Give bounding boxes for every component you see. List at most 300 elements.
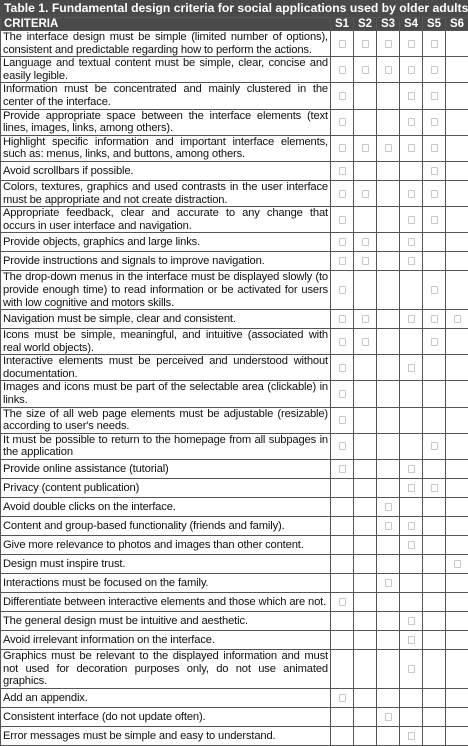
checkbox-mark-icon [362, 190, 369, 198]
cell-s4 [400, 31, 423, 57]
checkbox-mark-icon [408, 636, 415, 644]
table-row [1, 355, 468, 381]
cell-s2 [354, 593, 377, 612]
table-row [1, 555, 468, 574]
cell-s5 [423, 631, 446, 650]
column-header-s2: S2 [354, 18, 377, 31]
cell-s3 [377, 517, 400, 536]
cell-s4 [400, 650, 423, 689]
cell-s3 [377, 707, 400, 726]
cell-s3 [377, 180, 400, 206]
cell-s3 [377, 31, 400, 57]
cell-s6 [446, 161, 468, 180]
checkbox-mark-icon [431, 118, 438, 126]
table-row [1, 612, 468, 631]
cell-s4 [400, 536, 423, 555]
cell-s2 [354, 555, 377, 574]
cell-s6 [446, 310, 468, 329]
cell-s6 [446, 593, 468, 612]
checkbox-mark-icon [431, 216, 438, 224]
criterion-text: Provide online assistance (tutorial) [1, 460, 331, 479]
cell-s6 [446, 555, 468, 574]
table-row [1, 31, 468, 57]
cell-s5 [423, 517, 446, 536]
cell-s3 [377, 83, 400, 109]
cell-s2 [354, 517, 377, 536]
checkbox-mark-icon [454, 315, 461, 323]
cell-s6 [446, 707, 468, 726]
cell-s6 [446, 233, 468, 252]
cell-s4 [400, 460, 423, 479]
cell-s1 [331, 536, 354, 555]
cell-s3 [377, 355, 400, 381]
table-row [1, 329, 468, 355]
cell-s2 [354, 135, 377, 161]
cell-s5 [423, 31, 446, 57]
cell-s5 [423, 83, 446, 109]
checkbox-mark-icon [362, 257, 369, 265]
checkbox-mark-icon [339, 238, 346, 246]
cell-s6 [446, 252, 468, 271]
table-row [1, 517, 468, 536]
cell-s1 [331, 135, 354, 161]
cell-s4 [400, 271, 423, 310]
cell-s2 [354, 536, 377, 555]
cell-s4 [400, 83, 423, 109]
criterion-text: Error messages must be simple and easy to understand. [1, 726, 331, 745]
cell-s4 [400, 688, 423, 707]
cell-s4 [400, 631, 423, 650]
cell-s2 [354, 57, 377, 83]
cell-s3 [377, 433, 400, 459]
checkbox-mark-icon [339, 465, 346, 473]
checkbox-mark-icon [408, 484, 415, 492]
cell-s1 [331, 381, 354, 407]
cell-s5 [423, 271, 446, 310]
column-header-s1: S1 [331, 18, 354, 31]
table-row [1, 161, 468, 180]
table-row [1, 688, 468, 707]
checkbox-mark-icon [339, 442, 346, 450]
cell-s3 [377, 688, 400, 707]
checkbox-mark-icon [408, 66, 415, 74]
cell-s2 [354, 31, 377, 57]
checkbox-mark-icon [408, 92, 415, 100]
checkbox-mark-icon [385, 713, 392, 721]
checkbox-mark-icon [362, 40, 369, 48]
cell-s1 [331, 252, 354, 271]
criterion-text: Avoid irrelevant information on the interface. [1, 631, 331, 650]
table-row [1, 593, 468, 612]
cell-s2 [354, 252, 377, 271]
table-row [1, 433, 468, 459]
cell-s4 [400, 593, 423, 612]
cell-s2 [354, 83, 377, 109]
checkbox-mark-icon [339, 364, 346, 372]
table-row [1, 498, 468, 517]
cell-s1 [331, 517, 354, 536]
checkbox-mark-icon [385, 522, 392, 530]
criterion-text: The drop-down menus in the interface must be displayed slowly (to provide enough time) to read information or be activated for users with low cognitive and motors skills. [1, 271, 331, 310]
criterion-text: Avoid scrollbars if possible. [1, 161, 331, 180]
cell-s1 [331, 271, 354, 310]
cell-s1 [331, 57, 354, 83]
cell-s2 [354, 433, 377, 459]
cell-s4 [400, 310, 423, 329]
cell-s4 [400, 726, 423, 745]
cell-s3 [377, 310, 400, 329]
cell-s2 [354, 612, 377, 631]
checkbox-mark-icon [431, 484, 438, 492]
cell-s5 [423, 109, 446, 135]
checkbox-mark-icon [408, 190, 415, 198]
criterion-text: Provide instructions and signals to improve navigation. [1, 252, 331, 271]
cell-s3 [377, 407, 400, 433]
table-row [1, 381, 468, 407]
table-row [1, 207, 468, 233]
cell-s6 [446, 726, 468, 745]
table-row [1, 271, 468, 310]
cell-s6 [446, 135, 468, 161]
criterion-text: Give more relevance to photos and images than other content. [1, 536, 331, 555]
checkbox-mark-icon [339, 390, 346, 398]
cell-s1 [331, 631, 354, 650]
checkbox-mark-icon [431, 144, 438, 152]
cell-s6 [446, 498, 468, 517]
cell-s6 [446, 688, 468, 707]
checkbox-mark-icon [408, 118, 415, 126]
criterion-text: Provide objects, graphics and large links. [1, 233, 331, 252]
criterion-text: Differentiate between interactive elements and those which are not. [1, 593, 331, 612]
cell-s2 [354, 650, 377, 689]
cell-s3 [377, 207, 400, 233]
checkbox-mark-icon [339, 257, 346, 265]
cell-s2 [354, 407, 377, 433]
criterion-text: Colors, textures, graphics and used contrasts in the user interface must be appropriate and not create distraction. [1, 180, 331, 206]
checkbox-mark-icon [408, 315, 415, 323]
cell-s1 [331, 83, 354, 109]
cell-s3 [377, 498, 400, 517]
cell-s5 [423, 612, 446, 631]
cell-s5 [423, 433, 446, 459]
cell-s6 [446, 31, 468, 57]
cell-s6 [446, 381, 468, 407]
checkbox-mark-icon [431, 338, 438, 346]
criterion-text: The general design must be intuitive and aesthetic. [1, 612, 331, 631]
criterion-text: It must be possible to return to the homepage from all subpages in the application [1, 433, 331, 459]
cell-s3 [377, 555, 400, 574]
cell-s6 [446, 271, 468, 310]
checkbox-mark-icon [431, 286, 438, 294]
cell-s3 [377, 109, 400, 135]
cell-s3 [377, 593, 400, 612]
table-row [1, 109, 468, 135]
checkbox-mark-icon [408, 522, 415, 530]
criterion-text: Add an appendix. [1, 688, 331, 707]
cell-s1 [331, 574, 354, 593]
cell-s1 [331, 310, 354, 329]
checkbox-mark-icon [339, 338, 346, 346]
checkbox-mark-icon [339, 216, 346, 224]
cell-s2 [354, 355, 377, 381]
checkbox-mark-icon [339, 40, 346, 48]
cell-s3 [377, 460, 400, 479]
cell-s4 [400, 207, 423, 233]
checkbox-mark-icon [339, 144, 346, 152]
cell-s1 [331, 207, 354, 233]
cell-s4 [400, 407, 423, 433]
checkbox-mark-icon [339, 286, 346, 294]
cell-s2 [354, 726, 377, 745]
cell-s6 [446, 517, 468, 536]
cell-s3 [377, 135, 400, 161]
checkbox-mark-icon [339, 315, 346, 323]
criterion-text: Interactions must be focused on the family. [1, 574, 331, 593]
checkbox-mark-icon [431, 190, 438, 198]
checkbox-mark-icon [339, 598, 346, 606]
cell-s1 [331, 233, 354, 252]
cell-s6 [446, 207, 468, 233]
checkbox-mark-icon [408, 238, 415, 246]
cell-s2 [354, 180, 377, 206]
cell-s4 [400, 479, 423, 498]
cell-s6 [446, 407, 468, 433]
cell-s5 [423, 536, 446, 555]
table-title: Table 1. Fundamental design criteria for social applications used by older adults [0, 0, 468, 17]
criterion-text: Interactive elements must be perceived and understood without documentation. [1, 355, 331, 381]
table-row [1, 407, 468, 433]
criteria-table [0, 17, 468, 746]
cell-s4 [400, 135, 423, 161]
checkbox-mark-icon [339, 118, 346, 126]
table-row [1, 83, 468, 109]
cell-s1 [331, 355, 354, 381]
cell-s3 [377, 574, 400, 593]
cell-s2 [354, 233, 377, 252]
cell-s2 [354, 207, 377, 233]
cell-s4 [400, 161, 423, 180]
checkbox-mark-icon [408, 665, 415, 673]
cell-s6 [446, 460, 468, 479]
cell-s2 [354, 310, 377, 329]
checkbox-mark-icon [408, 541, 415, 549]
cell-s3 [377, 650, 400, 689]
column-header-s6: S6 [446, 18, 468, 31]
cell-s4 [400, 612, 423, 631]
cell-s5 [423, 479, 446, 498]
checkbox-mark-icon [431, 66, 438, 74]
checkbox-mark-icon [362, 315, 369, 323]
cell-s1 [331, 707, 354, 726]
cell-s5 [423, 329, 446, 355]
cell-s5 [423, 180, 446, 206]
cell-s5 [423, 498, 446, 517]
criterion-text: Privacy (content publication) [1, 479, 331, 498]
cell-s5 [423, 381, 446, 407]
table-row [1, 650, 468, 689]
checkbox-mark-icon [385, 40, 392, 48]
checkbox-mark-icon [385, 503, 392, 511]
criterion-text: Appropriate feedback, clear and accurate to any change that occurs in user interface and navigation. [1, 207, 331, 233]
criterion-text: Design must inspire trust. [1, 555, 331, 574]
cell-s6 [446, 329, 468, 355]
criterion-text: Icons must be simple, meaningful, and intuitive (associated with real world objects). [1, 329, 331, 355]
cell-s5 [423, 650, 446, 689]
table-row [1, 233, 468, 252]
cell-s5 [423, 233, 446, 252]
cell-s6 [446, 180, 468, 206]
checkbox-mark-icon [408, 40, 415, 48]
table-row [1, 57, 468, 83]
cell-s4 [400, 57, 423, 83]
criterion-text: Avoid double clicks on the interface. [1, 498, 331, 517]
checkbox-mark-icon [339, 694, 346, 702]
cell-s1 [331, 650, 354, 689]
cell-s5 [423, 593, 446, 612]
criterion-text: Provide appropriate space between the interface elements (text lines, images, links, among others). [1, 109, 331, 135]
checkbox-mark-icon [408, 617, 415, 625]
cell-s5 [423, 707, 446, 726]
cell-s1 [331, 407, 354, 433]
cell-s6 [446, 612, 468, 631]
criterion-text: The size of all web page elements must be adjustable (resizable) according to user's needs. [1, 407, 331, 433]
table-row [1, 631, 468, 650]
cell-s4 [400, 517, 423, 536]
checkbox-mark-icon [362, 66, 369, 74]
cell-s4 [400, 252, 423, 271]
cell-s4 [400, 707, 423, 726]
table-row [1, 574, 468, 593]
cell-s2 [354, 109, 377, 135]
table-row [1, 707, 468, 726]
table-body [1, 31, 468, 746]
cell-s2 [354, 381, 377, 407]
cell-s3 [377, 57, 400, 83]
cell-s4 [400, 498, 423, 517]
cell-s1 [331, 329, 354, 355]
cell-s1 [331, 612, 354, 631]
cell-s6 [446, 574, 468, 593]
table-row [1, 726, 468, 745]
column-header-s4: S4 [400, 18, 423, 31]
checkbox-mark-icon [385, 144, 392, 152]
criterion-text: Language and textual content must be simple, clear, concise and easily legible. [1, 57, 331, 83]
checkbox-mark-icon [362, 338, 369, 346]
header-row [1, 18, 468, 31]
cell-s5 [423, 161, 446, 180]
cell-s3 [377, 381, 400, 407]
table-row [1, 460, 468, 479]
table-row [1, 479, 468, 498]
cell-s5 [423, 252, 446, 271]
checkbox-mark-icon [385, 579, 392, 587]
cell-s3 [377, 271, 400, 310]
cell-s5 [423, 460, 446, 479]
column-header-criteria: CRITERIA [1, 18, 331, 31]
cell-s3 [377, 726, 400, 745]
cell-s1 [331, 460, 354, 479]
cell-s6 [446, 631, 468, 650]
cell-s5 [423, 574, 446, 593]
cell-s1 [331, 479, 354, 498]
cell-s5 [423, 407, 446, 433]
checkbox-mark-icon [431, 40, 438, 48]
cell-s4 [400, 355, 423, 381]
cell-s6 [446, 83, 468, 109]
cell-s4 [400, 329, 423, 355]
cell-s1 [331, 31, 354, 57]
cell-s3 [377, 612, 400, 631]
criterion-text: The interface design must be simple (limited number of options), consistent and predictable regarding how to perform the actions. [1, 31, 331, 57]
cell-s3 [377, 252, 400, 271]
checkbox-mark-icon [408, 257, 415, 265]
cell-s2 [354, 688, 377, 707]
cell-s6 [446, 355, 468, 381]
criterion-text: Highlight specific information and important interface elements, such as: menus, links, and buttons, among others. [1, 135, 331, 161]
checkbox-mark-icon [408, 465, 415, 473]
column-header-s3: S3 [377, 18, 400, 31]
criterion-text: Graphics must be relevant to the displayed information and must not used for decoration purposes only, do not use animated graphics. [1, 650, 331, 689]
criterion-text: Consistent interface (do not update often). [1, 707, 331, 726]
cell-s2 [354, 460, 377, 479]
cell-s5 [423, 555, 446, 574]
checkbox-mark-icon [339, 92, 346, 100]
cell-s3 [377, 161, 400, 180]
cell-s4 [400, 381, 423, 407]
cell-s2 [354, 498, 377, 517]
cell-s5 [423, 57, 446, 83]
cell-s2 [354, 574, 377, 593]
checkbox-mark-icon [431, 315, 438, 323]
checkbox-mark-icon [339, 167, 346, 175]
table-row [1, 135, 468, 161]
cell-s3 [377, 479, 400, 498]
checkbox-mark-icon [454, 560, 461, 568]
cell-s3 [377, 329, 400, 355]
checkbox-mark-icon [431, 92, 438, 100]
criterion-text: Information must be concentrated and mainly clustered in the center of the interface. [1, 83, 331, 109]
cell-s2 [354, 479, 377, 498]
checkbox-mark-icon [431, 167, 438, 175]
cell-s4 [400, 574, 423, 593]
criterion-text: Navigation must be simple, clear and consistent. [1, 310, 331, 329]
criterion-text: Images and icons must be part of the selectable area (clickable) in links. [1, 381, 331, 407]
cell-s3 [377, 536, 400, 555]
column-header-s5: S5 [423, 18, 446, 31]
cell-s2 [354, 161, 377, 180]
checkbox-mark-icon [339, 190, 346, 198]
cell-s6 [446, 433, 468, 459]
cell-s1 [331, 161, 354, 180]
checkbox-mark-icon [408, 216, 415, 224]
cell-s5 [423, 135, 446, 161]
criterion-text: Content and group-based functionality (friends and family). [1, 517, 331, 536]
cell-s3 [377, 631, 400, 650]
cell-s6 [446, 57, 468, 83]
checkbox-mark-icon [408, 364, 415, 372]
checkbox-mark-icon [362, 144, 369, 152]
cell-s6 [446, 109, 468, 135]
cell-s1 [331, 109, 354, 135]
checkbox-mark-icon [431, 442, 438, 450]
cell-s5 [423, 310, 446, 329]
cell-s2 [354, 329, 377, 355]
cell-s6 [446, 536, 468, 555]
checkbox-mark-icon [385, 66, 392, 74]
table-row [1, 180, 468, 206]
cell-s1 [331, 433, 354, 459]
cell-s1 [331, 498, 354, 517]
